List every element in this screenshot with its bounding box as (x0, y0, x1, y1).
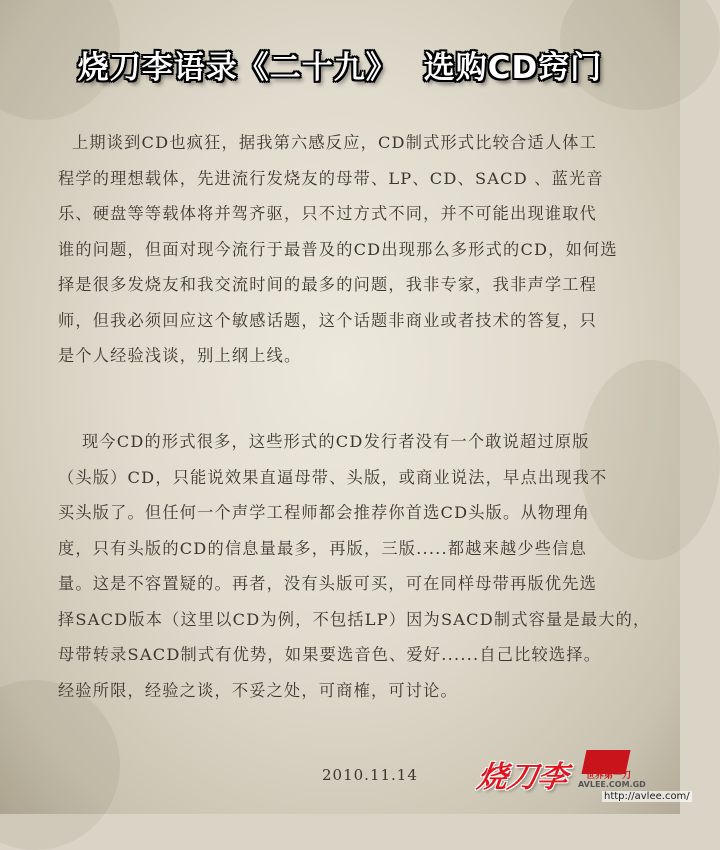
text-line: 乐、硬盘等等载体将并驾齐驱，只不过方式不同，并不可能出现谁取代 (58, 204, 598, 223)
text-line: 经验所限，经验之谈，不妥之处，可商榷，可讨论。 (58, 680, 458, 700)
text-line: 现今CD的形式很多，这些形式的CD发行者没有一个敢说超过原版 (82, 432, 590, 451)
text-line: （头版）CD，只能说效果直逼母带、头版，或商业说法，早点出现我不 (58, 467, 608, 487)
title-sub: 选购CD窍门 (423, 50, 603, 86)
text-line: 谁的问题，但面对现今流行于最普及的CD出现那么多形式的CD，如何选 (58, 239, 618, 259)
text-line: 程学的理想载体，先进流行发烧友的母带、LP、CD、SACD 、蓝光音 (58, 168, 604, 188)
text-line: 母带转录SACD制式有优势，如果要选音色、爱好......自己比较选择。 (58, 645, 602, 664)
text-line: 量。这是不容置疑的。再者，没有头版可买，可在同样母带再版优先选 (58, 574, 598, 593)
logo-text: 烧刀李 (475, 760, 570, 795)
logo-domain: AVLEE.COM.GD (578, 780, 646, 789)
text-line: 择是很多发烧友和我交流时间的最多的问题，我非专家，我非声学工程 (58, 275, 598, 294)
paragraph-2 (58, 424, 658, 708)
paragraph-1 (58, 125, 658, 374)
text-line: 买头版了。但任何一个声学工程师都会推荐你首选CD头版。从物理角 (58, 503, 590, 522)
date-stamp: 2010.11.14 (322, 766, 418, 784)
text-line: 上期谈到CD也疯狂，据我第六感反应，CD制式形式比较合适人体工 (72, 133, 597, 152)
text-line: 是个人经验浅谈，别上纲上线。 (58, 346, 302, 365)
text-line: 师，但我必须回应这个敏感话题，这个话题非商业或者技术的答复，只 (58, 310, 598, 330)
watermark-url: http://avlee.com/ (604, 791, 690, 802)
logo-slogan: 世界第一刀 (586, 771, 632, 781)
text-line: 择SACD版本（这里以CD为例，不包括LP）因为SACD制式容量是最大的， (58, 609, 651, 629)
page-title (0, 42, 680, 87)
text-line: 度，只有头版的CD的信息量最多，再版，三版.....都越来越少些信息 (58, 538, 587, 558)
title-main: 烧刀李语录《二十九》 (77, 50, 398, 86)
